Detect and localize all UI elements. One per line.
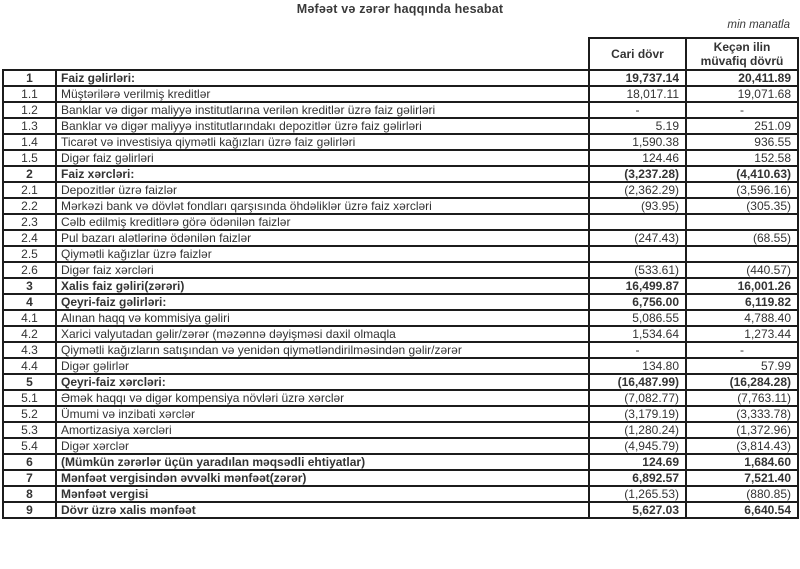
current-period-cell: 19,737.14 <box>589 70 686 86</box>
table-row <box>3 246 798 262</box>
table-row <box>3 358 798 374</box>
table-row <box>3 102 798 118</box>
row-label-cell: Amortizasiya xərcləri <box>56 422 589 438</box>
row-label-cell: Faiz gəlirləri: <box>56 70 589 86</box>
current-period-cell: (247.43) <box>589 230 686 246</box>
table-row <box>3 502 798 518</box>
row-label-cell: Ticarət və investisiya qiymətli kağızları üzrə faiz gəlirləri <box>56 134 589 150</box>
row-number-cell: 7 <box>3 470 56 486</box>
table-row <box>3 486 798 502</box>
row-label-cell: Qiymətli kağızlar üzrə faizlər <box>56 246 589 262</box>
current-period-cell <box>589 246 686 262</box>
table-row <box>3 406 798 422</box>
row-label-cell: Pul bazarı alətlərinə ödənilən faizlər <box>56 230 589 246</box>
row-number-cell: 9 <box>3 502 56 518</box>
table-row <box>3 438 798 454</box>
row-label-cell: Müştərilərə verilmiş kreditlər <box>56 86 589 102</box>
row-label-cell: Banklar və digər maliyyə institutlarına verilən kreditlər üzrə faiz gəlirləri <box>56 102 589 118</box>
previous-period-cell: 20,411.89 <box>686 70 798 86</box>
table-row <box>3 150 798 166</box>
row-number-cell: 2.4 <box>3 230 56 246</box>
row-number-cell: 2.5 <box>3 246 56 262</box>
table-row <box>3 390 798 406</box>
row-number-cell: 1.2 <box>3 102 56 118</box>
current-period-cell <box>589 214 686 230</box>
header-spacer <box>3 38 589 70</box>
row-label-cell: Qeyri-faiz xərcləri: <box>56 374 589 390</box>
row-label-cell: Depozitlər üzrə faizlər <box>56 182 589 198</box>
row-label-cell: Banklar və digər maliyyə institutlarındakı depozitlər üzrə faiz gəlirləri <box>56 118 589 134</box>
row-number-cell: 4 <box>3 294 56 310</box>
current-period-cell: 18,017.11 <box>589 86 686 102</box>
table-row <box>3 470 798 486</box>
previous-period-cell: (880.85) <box>686 486 798 502</box>
previous-period-cell: (305.35) <box>686 198 798 214</box>
current-period-cell: (4,945.79) <box>589 438 686 454</box>
row-label-cell: Digər xərclər <box>56 438 589 454</box>
row-label-cell: Əmək haqqı və digər kompensiya növləri üzrə xərclər <box>56 390 589 406</box>
row-number-cell: 1.3 <box>3 118 56 134</box>
row-number-cell: 5 <box>3 374 56 390</box>
current-period-cell: 6,756.00 <box>589 294 686 310</box>
row-number-cell: 8 <box>3 486 56 502</box>
previous-period-cell: - <box>686 102 798 118</box>
current-period-cell: 6,892.57 <box>589 470 686 486</box>
table-row <box>3 198 798 214</box>
table-row <box>3 454 798 470</box>
table-row <box>3 262 798 278</box>
previous-period-cell: (7,763.11) <box>686 390 798 406</box>
current-period-cell: (7,082.77) <box>589 390 686 406</box>
current-period-cell: 16,499.87 <box>589 278 686 294</box>
previous-period-cell: 936.55 <box>686 134 798 150</box>
previous-period-cell: 251.09 <box>686 118 798 134</box>
row-number-cell: 6 <box>3 454 56 470</box>
table-row <box>3 134 798 150</box>
row-label-cell: (Mümkün zərərlər üçün yaradılan məqsədli ehtiyatlar) <box>56 454 589 470</box>
previous-period-cell <box>686 246 798 262</box>
row-number-cell: 2.2 <box>3 198 56 214</box>
previous-period-cell: (4,410.63) <box>686 166 798 182</box>
column-header-previous-period: Keçən ilin müvafiq dövrü <box>686 38 798 70</box>
table-row <box>3 326 798 342</box>
previous-period-cell: 1,684.60 <box>686 454 798 470</box>
profit-loss-table <box>2 37 799 519</box>
previous-period-cell: 4,788.40 <box>686 310 798 326</box>
previous-period-cell: 19,071.68 <box>686 86 798 102</box>
column-header-current-period: Cari dövr <box>589 38 686 70</box>
row-label-cell: Digər faiz xərcləri <box>56 262 589 278</box>
row-number-cell: 5.2 <box>3 406 56 422</box>
page-title: Məfəət və zərər haqqında hesabat <box>296 2 504 16</box>
previous-period-cell: 16,001.26 <box>686 278 798 294</box>
row-label-cell: Mərkəzi bank və dövlət fondları qarşısında öhdəliklər üzrə faiz xərcləri <box>56 198 589 214</box>
table-row <box>3 374 798 390</box>
row-number-cell: 4.3 <box>3 342 56 358</box>
table-row <box>3 310 798 326</box>
table-row <box>3 70 798 86</box>
table-row <box>3 86 798 102</box>
previous-period-cell: (3,596.16) <box>686 182 798 198</box>
row-number-cell: 4.1 <box>3 310 56 326</box>
row-number-cell: 1.4 <box>3 134 56 150</box>
row-number-cell: 2 <box>3 166 56 182</box>
row-label-cell: Mənfəət vergisi <box>56 486 589 502</box>
unit-note: min manatla <box>727 19 790 31</box>
row-number-cell: 4.2 <box>3 326 56 342</box>
current-period-cell: 5,627.03 <box>589 502 686 518</box>
table-row <box>3 278 798 294</box>
current-period-cell: - <box>589 342 686 358</box>
current-period-cell: (16,487.99) <box>589 374 686 390</box>
current-period-cell: (533.61) <box>589 262 686 278</box>
row-label-cell: Xalis faiz gəliri(zərəri) <box>56 278 589 294</box>
current-period-cell: (1,280.24) <box>589 422 686 438</box>
row-number-cell: 5.1 <box>3 390 56 406</box>
previous-period-cell: 6,640.54 <box>686 502 798 518</box>
current-period-cell: 1,590.38 <box>589 134 686 150</box>
row-label-cell: Digər gəlirlər <box>56 358 589 374</box>
row-number-cell: 5.4 <box>3 438 56 454</box>
row-label-cell: Qeyri-faiz gəlirləri: <box>56 294 589 310</box>
previous-period-cell: (1,372.96) <box>686 422 798 438</box>
current-period-cell: (3,237.28) <box>589 166 686 182</box>
table-row <box>3 294 798 310</box>
current-period-cell: (3,179.19) <box>589 406 686 422</box>
report-table-body <box>3 70 798 518</box>
row-number-cell: 1 <box>3 70 56 86</box>
current-period-cell: (2,362.29) <box>589 182 686 198</box>
row-number-cell: 3 <box>3 278 56 294</box>
row-number-cell: 2.6 <box>3 262 56 278</box>
row-number-cell: 4.4 <box>3 358 56 374</box>
previous-period-cell: (440.57) <box>686 262 798 278</box>
previous-period-cell: (68.55) <box>686 230 798 246</box>
row-label-cell: Ümumi və inzibati xərclər <box>56 406 589 422</box>
previous-period-cell <box>686 214 798 230</box>
table-row <box>3 342 798 358</box>
current-period-cell: 5,086.55 <box>589 310 686 326</box>
current-period-cell: (93.95) <box>589 198 686 214</box>
previous-period-cell: 6,119.82 <box>686 294 798 310</box>
current-period-cell: 5.19 <box>589 118 686 134</box>
table-row <box>3 214 798 230</box>
previous-period-cell: 152.58 <box>686 150 798 166</box>
row-label-cell: Alınan haqq və kommisiya gəliri <box>56 310 589 326</box>
row-number-cell: 1.1 <box>3 86 56 102</box>
row-number-cell: 5.3 <box>3 422 56 438</box>
row-number-cell: 2.1 <box>3 182 56 198</box>
previous-period-cell: (3,333.78) <box>686 406 798 422</box>
current-period-cell: 1,534.64 <box>589 326 686 342</box>
previous-period-cell: 7,521.40 <box>686 470 798 486</box>
row-number-cell: 2.3 <box>3 214 56 230</box>
table-row <box>3 182 798 198</box>
current-period-cell: (1,265.53) <box>589 486 686 502</box>
table-row <box>3 166 798 182</box>
previous-period-cell: - <box>686 342 798 358</box>
row-label-cell: Faiz xərcləri: <box>56 166 589 182</box>
row-label-cell: Cəlb edilmiş kreditlərə görə ödənilən faizlər <box>56 214 589 230</box>
row-label-cell: Xarici valyutadan gəlir/zərər (məzənnə dəyişməsi daxil olmaqla <box>56 326 589 342</box>
table-row <box>3 230 798 246</box>
current-period-cell: 124.46 <box>589 150 686 166</box>
current-period-cell: - <box>589 102 686 118</box>
row-label-cell: Qiymətli kağızların satışından və yenidən qiymətləndirilməsindən gəlir/zərər <box>56 342 589 358</box>
previous-period-cell: (3,814.43) <box>686 438 798 454</box>
row-label-cell: Digər faiz gəlirləri <box>56 150 589 166</box>
row-number-cell: 1.5 <box>3 150 56 166</box>
previous-period-cell: 57.99 <box>686 358 798 374</box>
current-period-cell: 134.80 <box>589 358 686 374</box>
previous-period-cell: (16,284.28) <box>686 374 798 390</box>
table-row <box>3 422 798 438</box>
row-label-cell: Dövr üzrə xalis mənfəət <box>56 502 589 518</box>
table-row <box>3 118 798 134</box>
row-label-cell: Mənfəət vergisindən əvvəlki mənfəət(zərər) <box>56 470 589 486</box>
current-period-cell: 124.69 <box>589 454 686 470</box>
table-header-row <box>3 38 798 70</box>
previous-period-cell: 1,273.44 <box>686 326 798 342</box>
